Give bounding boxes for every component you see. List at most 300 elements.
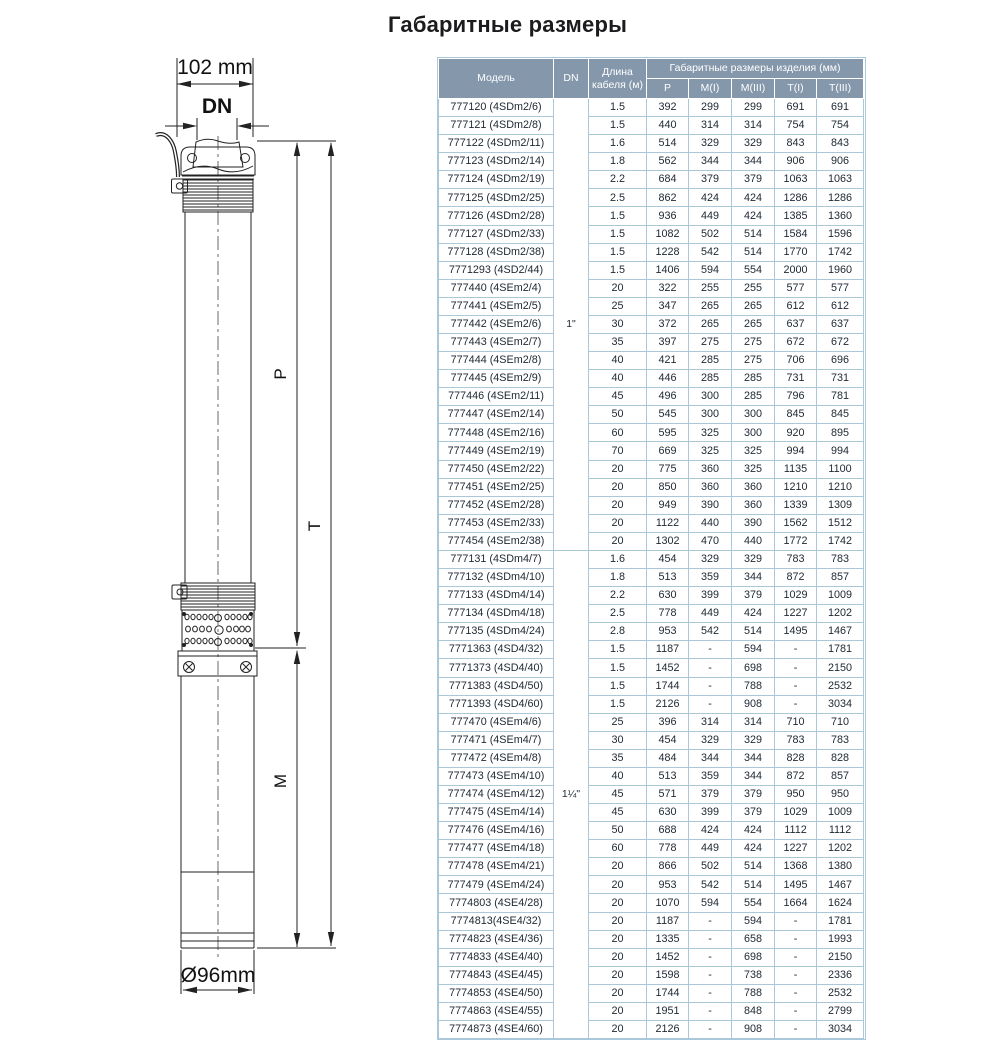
dim-p-cell: 571 [647, 785, 689, 803]
cable-length-cell: 1.5 [589, 99, 647, 117]
dim-p-cell: 1070 [647, 894, 689, 912]
dim-t1-cell: 1495 [775, 876, 817, 894]
dim-t1-cell: 2000 [775, 261, 817, 279]
table-row [439, 279, 864, 297]
cable-length-cell: 1.5 [589, 261, 647, 279]
dim-m3-cell: 424 [732, 189, 775, 207]
dim-p-cell: 1452 [647, 659, 689, 677]
dim-m3-cell: 379 [732, 804, 775, 822]
model-cell: 777476 (4SEm4/16) [439, 822, 554, 840]
dim-p-cell: 953 [647, 623, 689, 641]
dim-t3-cell: 2336 [817, 966, 864, 984]
cable-length-cell: 1.5 [589, 695, 647, 713]
model-cell: 7774833 (4SE4/40) [439, 948, 554, 966]
dim-t1-cell: - [775, 948, 817, 966]
table-row [439, 352, 864, 370]
pump-head [156, 134, 255, 193]
dim-p-cell: 440 [647, 117, 689, 135]
header-dn: DN [554, 59, 589, 99]
dim-m1-cell: 502 [689, 858, 732, 876]
cable-length-cell: 40 [589, 352, 647, 370]
dim-m1-cell: 542 [689, 876, 732, 894]
dim-m1-cell: - [689, 695, 732, 713]
model-cell: 7771293 (4SD2/44) [439, 261, 554, 279]
dim-m3-cell: 344 [732, 153, 775, 171]
dim-p-cell: 669 [647, 442, 689, 460]
dimensions-table [437, 57, 866, 1040]
pump-diagram [100, 40, 360, 1000]
dim-m1-cell: - [689, 677, 732, 695]
dim-m3-cell: 329 [732, 550, 775, 568]
table-row [439, 713, 864, 731]
dim-m1-cell: 594 [689, 261, 732, 279]
dim-p-cell: 392 [647, 99, 689, 117]
dim-t1-cell: 1135 [775, 460, 817, 478]
dim-p-cell: 1082 [647, 225, 689, 243]
dim-m3-cell: 379 [732, 587, 775, 605]
dim-m1-cell: 329 [689, 135, 732, 153]
dim-p-cell: 514 [647, 135, 689, 153]
model-cell: 7774803 (4SE4/28) [439, 894, 554, 912]
dim-t1-cell: 691 [775, 99, 817, 117]
cable-length-cell: 20 [589, 279, 647, 297]
dim-m1-cell: 255 [689, 279, 732, 297]
model-cell: 777442 (4SEm2/6) [439, 315, 554, 333]
cable-length-cell: 20 [589, 1020, 647, 1038]
table-header [439, 59, 864, 99]
model-cell: 777448 (4SEm2/16) [439, 424, 554, 442]
dim-t3-cell: 1210 [817, 478, 864, 496]
dim-m3-cell: 908 [732, 1020, 775, 1038]
dim-p-cell: 1187 [647, 641, 689, 659]
table-row [439, 171, 864, 189]
table-row [439, 189, 864, 207]
dim-m3-cell: 440 [732, 532, 775, 550]
dim-t3-cell: 845 [817, 406, 864, 424]
dim-p-cell: 545 [647, 406, 689, 424]
dim-p-cell: 630 [647, 804, 689, 822]
model-cell: 777447 (4SEm2/14) [439, 406, 554, 424]
dim-t1-cell: 1029 [775, 804, 817, 822]
table-row [439, 442, 864, 460]
dim-t1-cell: 783 [775, 550, 817, 568]
dim-t1-cell: 796 [775, 388, 817, 406]
table-row [439, 785, 864, 803]
model-cell: 777127 (4SDm2/33) [439, 225, 554, 243]
cable-length-cell: 50 [589, 822, 647, 840]
cable-length-cell: 20 [589, 876, 647, 894]
dim-m1-cell: 299 [689, 99, 732, 117]
dim-t3-cell: 781 [817, 388, 864, 406]
table-row [439, 731, 864, 749]
model-cell: 777122 (4SDm2/11) [439, 135, 554, 153]
cable-length-cell: 30 [589, 731, 647, 749]
model-cell: 777441 (4SEm2/5) [439, 297, 554, 315]
dim-t3-cell: 1202 [817, 840, 864, 858]
dim-t3-cell: 637 [817, 315, 864, 333]
table-row [439, 948, 864, 966]
dim-m1-cell: 399 [689, 804, 732, 822]
dim-t1-cell: - [775, 1002, 817, 1020]
motor-body [181, 676, 254, 948]
dim-m1-cell: 542 [689, 623, 732, 641]
table-row [439, 225, 864, 243]
dim-m1-cell: 344 [689, 749, 732, 767]
dim-m3-cell: 738 [732, 966, 775, 984]
dim-m1-cell: 275 [689, 334, 732, 352]
dim-t1-cell: - [775, 641, 817, 659]
model-cell: 7771383 (4SD4/50) [439, 677, 554, 695]
dim-p-cell: 2126 [647, 695, 689, 713]
model-cell: 7774873 (4SE4/60) [439, 1020, 554, 1038]
table-row [439, 749, 864, 767]
model-cell: 777449 (4SEm2/19) [439, 442, 554, 460]
dim-p-cell: 1228 [647, 243, 689, 261]
dim-m1-cell: - [689, 912, 732, 930]
header-dimensions-group: Габаритные размеры изделия (мм) [647, 59, 864, 79]
dim-m1-cell: 325 [689, 442, 732, 460]
dim-t1-cell: 1495 [775, 623, 817, 641]
model-cell: 777131 (4SDm4/7) [439, 550, 554, 568]
dim-t3-cell: 1781 [817, 912, 864, 930]
cable-length-cell: 1.8 [589, 153, 647, 171]
dim-t1-cell: 1029 [775, 587, 817, 605]
table-row [439, 243, 864, 261]
dim-m3-cell: 788 [732, 984, 775, 1002]
header-cable-length: Длина кабеля (м) [589, 59, 647, 99]
dim-p-cell: 775 [647, 460, 689, 478]
dim-m1-cell: 314 [689, 117, 732, 135]
dim-t3-cell: 1512 [817, 514, 864, 532]
cable-length-cell: 20 [589, 930, 647, 948]
dim-p-cell: 446 [647, 370, 689, 388]
dim-t3-cell: 3034 [817, 1020, 864, 1038]
dim-t3-cell: 906 [817, 153, 864, 171]
model-cell: 777472 (4SEm4/8) [439, 749, 554, 767]
model-cell: 777451 (4SEm2/25) [439, 478, 554, 496]
dim-p-cell: 1744 [647, 984, 689, 1002]
dim-p-cell: 421 [647, 352, 689, 370]
dim-t1-cell: - [775, 930, 817, 948]
power-cable [156, 134, 178, 177]
model-cell: 777453 (4SEm2/33) [439, 514, 554, 532]
dim-p-cell: 396 [647, 713, 689, 731]
dim-t1-cell: 994 [775, 442, 817, 460]
cable-length-cell: 45 [589, 804, 647, 822]
table-row [439, 261, 864, 279]
dim-m1-cell: 359 [689, 569, 732, 587]
header-dim-t3: T(III) [817, 79, 864, 99]
dim-t3-cell: 1596 [817, 225, 864, 243]
dim-p-cell: 1122 [647, 514, 689, 532]
dim-m1-cell: 360 [689, 478, 732, 496]
table-row [439, 99, 864, 117]
dim-m1-cell: 265 [689, 315, 732, 333]
table-row [439, 315, 864, 333]
dim-m3-cell: 344 [732, 569, 775, 587]
dim-t3-cell: 1742 [817, 532, 864, 550]
motor-flange-band [178, 651, 257, 676]
dim-t1-cell: - [775, 695, 817, 713]
dim-p-cell: 953 [647, 876, 689, 894]
dim-t3-cell: 1467 [817, 623, 864, 641]
cable-length-cell: 2.8 [589, 623, 647, 641]
dim-t1-cell: 1770 [775, 243, 817, 261]
dim-p-cell: 513 [647, 767, 689, 785]
dim-t1-cell: 1227 [775, 840, 817, 858]
dim-m1-cell: 285 [689, 370, 732, 388]
cable-length-cell: 25 [589, 713, 647, 731]
cable-length-cell: 40 [589, 767, 647, 785]
dim-m1-cell: 390 [689, 496, 732, 514]
dim-t1-cell: 706 [775, 352, 817, 370]
dim-m1-cell: 344 [689, 153, 732, 171]
dim-m1-cell: 424 [689, 822, 732, 840]
dim-t1-cell: 783 [775, 731, 817, 749]
dim-p-cell: 322 [647, 279, 689, 297]
dim-t1-cell: 710 [775, 713, 817, 731]
dim-p-cell: 397 [647, 334, 689, 352]
header-dim-t1: T(I) [775, 79, 817, 99]
cable-length-cell: 1.8 [589, 569, 647, 587]
dim-t3-cell: 1993 [817, 930, 864, 948]
model-cell: 7774863 (4SE4/55) [439, 1002, 554, 1020]
dim-m3-cell: 300 [732, 424, 775, 442]
cable-length-cell: 60 [589, 840, 647, 858]
dim-t3-cell: 672 [817, 334, 864, 352]
dim-t3-cell: 2150 [817, 659, 864, 677]
dim-m3-cell: 300 [732, 406, 775, 424]
dim-t3-cell: 843 [817, 135, 864, 153]
dim-m3-cell: 554 [732, 261, 775, 279]
dim-m3-cell: 265 [732, 315, 775, 333]
dim-m3-cell: 698 [732, 659, 775, 677]
dim-p-cell: 949 [647, 496, 689, 514]
table-row [439, 695, 864, 713]
dim-t3-cell: 691 [817, 99, 864, 117]
dim-p-cell: 1951 [647, 1002, 689, 1020]
dim-t3-cell: 612 [817, 297, 864, 315]
dim-m3-cell: 325 [732, 442, 775, 460]
dim-t3-cell: 1467 [817, 876, 864, 894]
dim-m3-cell: 514 [732, 876, 775, 894]
cable-length-cell: 30 [589, 315, 647, 333]
cable-length-cell: 1.5 [589, 207, 647, 225]
dim-m1-cell: 449 [689, 605, 732, 623]
dim-t1-cell: 906 [775, 153, 817, 171]
dim-m3-cell: 788 [732, 677, 775, 695]
header-dim-m1: M(I) [689, 79, 732, 99]
cable-length-cell: 20 [589, 460, 647, 478]
m-label: M [271, 773, 290, 789]
dim-t3-cell: 2799 [817, 1002, 864, 1020]
dim-p-cell: 595 [647, 424, 689, 442]
dim-t1-cell: 1772 [775, 532, 817, 550]
dim-t3-cell: 950 [817, 785, 864, 803]
header-dim-p: P [647, 79, 689, 99]
dim-t1-cell: 1286 [775, 189, 817, 207]
dim-m3-cell: 360 [732, 496, 775, 514]
table-row [439, 460, 864, 478]
table-row [439, 514, 864, 532]
dim-t1-cell: 843 [775, 135, 817, 153]
model-cell: 777478 (4SEm4/21) [439, 858, 554, 876]
dim-t1-cell: 1339 [775, 496, 817, 514]
width-label: 102 mm [177, 56, 253, 79]
dim-p-cell: 866 [647, 858, 689, 876]
cable-length-cell: 2.2 [589, 587, 647, 605]
table-row [439, 153, 864, 171]
dim-m1-cell: - [689, 966, 732, 984]
dim-m1-cell: 542 [689, 243, 732, 261]
dim-t1-cell: - [775, 659, 817, 677]
cable-length-cell: 25 [589, 297, 647, 315]
dim-m1-cell: 424 [689, 189, 732, 207]
table-row [439, 912, 864, 930]
cable-length-cell: 35 [589, 334, 647, 352]
model-cell: 777470 (4SEm4/6) [439, 713, 554, 731]
dim-p-cell: 688 [647, 822, 689, 840]
model-cell: 777477 (4SEm4/18) [439, 840, 554, 858]
dim-t1-cell: 1368 [775, 858, 817, 876]
dim-m3-cell: 379 [732, 171, 775, 189]
table-row [439, 370, 864, 388]
cable-length-cell: 50 [589, 406, 647, 424]
dim-t3-cell: 3034 [817, 695, 864, 713]
model-cell: 777444 (4SEm2/8) [439, 352, 554, 370]
dim-t1-cell: 1584 [775, 225, 817, 243]
dim-t3-cell: 1742 [817, 243, 864, 261]
model-cell: 777454 (4SEm2/38) [439, 532, 554, 550]
model-cell: 777471 (4SEm4/7) [439, 731, 554, 749]
dim-t1-cell: 1562 [775, 514, 817, 532]
dim-t3-cell: 754 [817, 117, 864, 135]
dim-p-cell: 513 [647, 569, 689, 587]
dn-cell: 1" [554, 99, 589, 551]
model-cell: 7774813(4SE4/32) [439, 912, 554, 930]
dim-m3-cell: 299 [732, 99, 775, 117]
dim-t1-cell: 1227 [775, 605, 817, 623]
cable-length-cell: 35 [589, 749, 647, 767]
dim-m3-cell: 344 [732, 767, 775, 785]
dim-t1-cell: 845 [775, 406, 817, 424]
cable-length-cell: 70 [589, 442, 647, 460]
model-cell: 777134 (4SDm4/18) [439, 605, 554, 623]
dim-m3-cell: 514 [732, 225, 775, 243]
dim-t3-cell: 783 [817, 550, 864, 568]
cable-length-cell: 2.5 [589, 605, 647, 623]
table-row [439, 297, 864, 315]
cable-length-cell: 20 [589, 912, 647, 930]
dn-cell: 1¼" [554, 550, 589, 1038]
table-row [439, 930, 864, 948]
dim-p-cell: 562 [647, 153, 689, 171]
model-cell: 7771373 (4SD4/40) [439, 659, 554, 677]
table-row [439, 406, 864, 424]
dim-t1-cell: 612 [775, 297, 817, 315]
dim-m3-cell: 275 [732, 352, 775, 370]
dim-t1-cell: 637 [775, 315, 817, 333]
diameter-label: Ø96mm [180, 964, 256, 987]
dim-p-cell: 630 [647, 587, 689, 605]
table-row [439, 605, 864, 623]
model-cell: 777479 (4SEm4/24) [439, 876, 554, 894]
cable-length-cell: 1.5 [589, 659, 647, 677]
dim-m1-cell: 360 [689, 460, 732, 478]
dim-t1-cell: 1210 [775, 478, 817, 496]
dim-m1-cell: - [689, 1002, 732, 1020]
model-cell: 777128 (4SDm2/38) [439, 243, 554, 261]
table-row [439, 623, 864, 641]
table-row [439, 894, 864, 912]
dim-t3-cell: 1960 [817, 261, 864, 279]
table-row [439, 858, 864, 876]
dim-t1-cell: 577 [775, 279, 817, 297]
dim-m3-cell: 908 [732, 695, 775, 713]
p-label: P [271, 368, 290, 380]
pump-drawing [100, 40, 360, 1000]
dim-m1-cell: 449 [689, 207, 732, 225]
dim-t3-cell: 2532 [817, 677, 864, 695]
dim-t3-cell: 994 [817, 442, 864, 460]
dim-m1-cell: 300 [689, 388, 732, 406]
outlet-label: DN [201, 95, 233, 118]
cable-length-cell: 1.6 [589, 550, 647, 568]
table-row [439, 984, 864, 1002]
cable-length-cell: 20 [589, 532, 647, 550]
dim-p-cell: 850 [647, 478, 689, 496]
model-cell: 777446 (4SEm2/11) [439, 388, 554, 406]
dim-t1-cell: 872 [775, 767, 817, 785]
dimension-p [255, 141, 336, 648]
dim-p-cell: 862 [647, 189, 689, 207]
cable-length-cell: 20 [589, 496, 647, 514]
model-cell: 777474 (4SEm4/12) [439, 785, 554, 803]
dim-p-cell: 684 [647, 171, 689, 189]
table-row [439, 966, 864, 984]
dim-t3-cell: 731 [817, 370, 864, 388]
dim-t1-cell: - [775, 966, 817, 984]
dim-t3-cell: 2150 [817, 948, 864, 966]
dim-m3-cell: 285 [732, 370, 775, 388]
dim-m3-cell: 658 [732, 930, 775, 948]
model-cell: 777124 (4SDm2/19) [439, 171, 554, 189]
dim-t1-cell: 1112 [775, 822, 817, 840]
dim-m3-cell: 325 [732, 460, 775, 478]
table-row [439, 334, 864, 352]
dim-t1-cell: 1063 [775, 171, 817, 189]
dim-t3-cell: 895 [817, 424, 864, 442]
model-cell: 777452 (4SEm2/28) [439, 496, 554, 514]
table-row [439, 388, 864, 406]
dim-m1-cell: 329 [689, 731, 732, 749]
dim-m3-cell: 314 [732, 713, 775, 731]
dim-m3-cell: 329 [732, 135, 775, 153]
dim-m3-cell: 360 [732, 478, 775, 496]
cable-length-cell: 2.5 [589, 189, 647, 207]
cable-length-cell: 45 [589, 785, 647, 803]
dim-p-cell: 484 [647, 749, 689, 767]
table-row [439, 767, 864, 785]
dim-t3-cell: 1100 [817, 460, 864, 478]
dim-p-cell: 454 [647, 731, 689, 749]
cable-length-cell: 60 [589, 424, 647, 442]
dim-m1-cell: 314 [689, 713, 732, 731]
dim-p-cell: 1452 [647, 948, 689, 966]
dim-t3-cell: 1202 [817, 605, 864, 623]
cable-length-cell: 20 [589, 948, 647, 966]
table-row [439, 587, 864, 605]
